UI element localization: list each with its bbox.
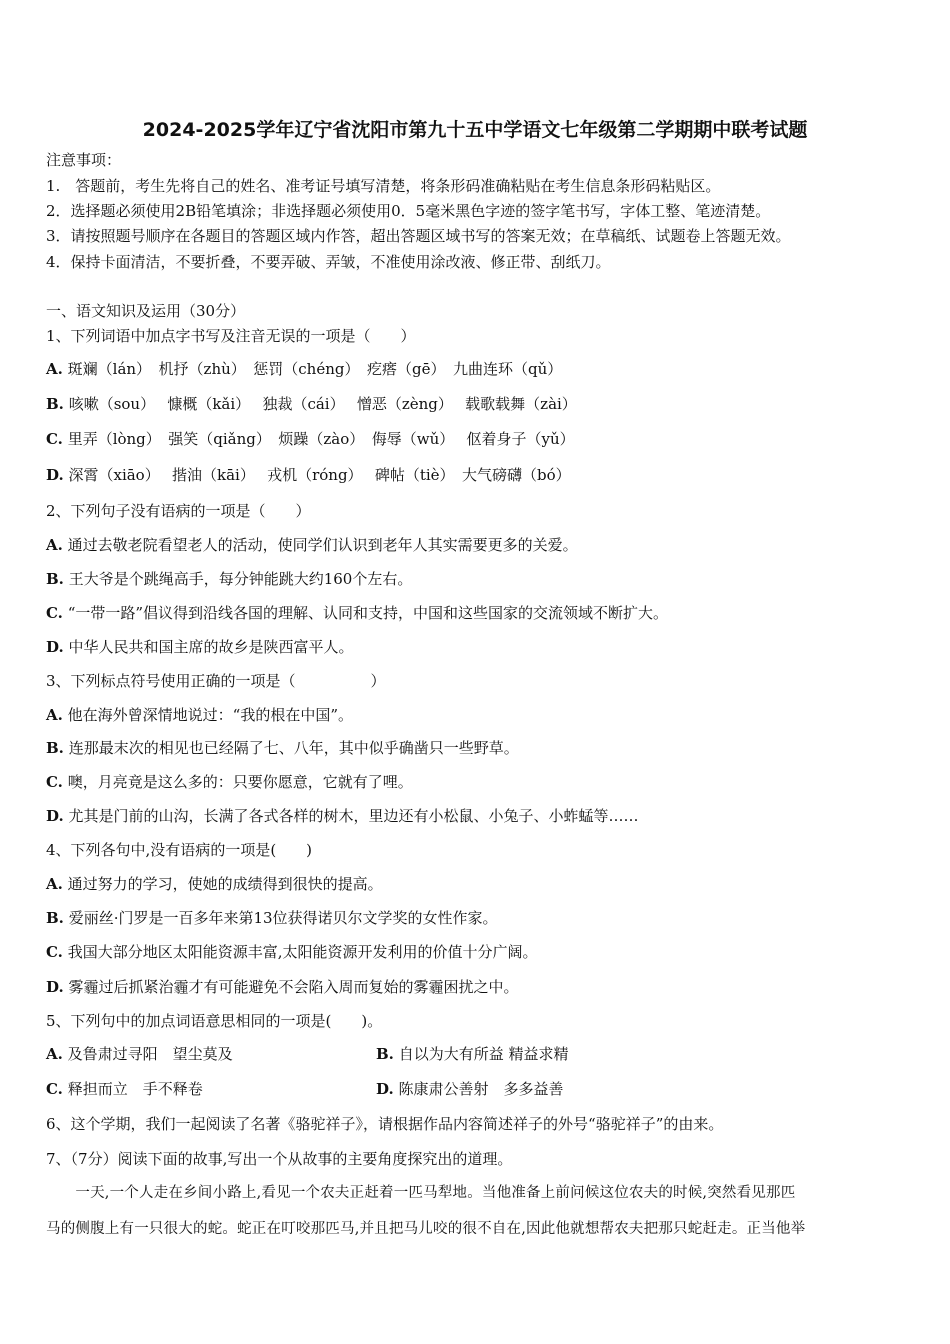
section-heading: 一、语文知识及运用（30分） [46, 302, 246, 320]
option-text: 里弄（lòng） 强笑（qiǎng） 烦躁（zào） 侮辱（wǔ） 伛着身子（yǔ） [67, 430, 575, 448]
option-text: 陈康肃公善射 多多益善 [398, 1080, 564, 1098]
option [46, 705, 353, 725]
question-stem: 5、下列句中的加点词语意思相同的一项是( )。 [46, 1012, 383, 1030]
option-text: 他在海外曾深情地说过：“我的根在中国”。 [67, 706, 353, 724]
option-label: C. [46, 430, 63, 448]
option-label: D. [46, 978, 64, 996]
option-text: 王大爷是个跳绳高手，每分钟能跳大约160个左右。 [68, 570, 413, 588]
option-text: 深霄（xiāo） 揩油（kāi） 戎机（róng） 碑帖（tiè） 大气磅礴（bó） [68, 466, 571, 484]
option-label: B. [46, 909, 64, 927]
option [46, 465, 571, 485]
option-label: B. [46, 570, 64, 588]
question-stem: 7、（7分）阅读下面的故事,写出一个从故事的主要角度探究出的道理。 [46, 1150, 513, 1168]
option-text: 斑斓（lán） 机抒（zhù） 惩罚（chéng） 疙瘩（gē） 九曲连环（qǔ） [67, 360, 563, 378]
option-label: A. [46, 1045, 63, 1063]
option-label: C. [46, 773, 63, 791]
option [46, 1044, 233, 1064]
option-text: 通过去敬老院看望老人的活动，使同学们认识到老年人其实需要更多的关爱。 [67, 536, 578, 554]
option [46, 977, 519, 997]
option-label: B. [46, 395, 64, 413]
option [46, 806, 639, 826]
question-stem: 2、下列句子没有语病的一项是（ ） [46, 502, 311, 520]
option [376, 1079, 564, 1099]
option [46, 603, 668, 623]
option-text: 我国大部分地区太阳能资源丰富,太阳能资源开发利用的价值十分广阔。 [67, 943, 538, 961]
option-text: “一带一路”倡议得到沿线各国的理解、认同和支持，中国和这些国家的交流领域不断扩大。 [67, 604, 669, 622]
option-label: D. [46, 807, 64, 825]
option-text: 噢，月亮竟是这么多的：只要你愿意，它就有了哩。 [67, 773, 413, 791]
option-text: 释担而立 手不释卷 [67, 1080, 203, 1098]
option-text: 尤其是门前的山沟，长满了各式各样的树木，里边还有小松鼠、小兔子、小蚱蜢等…… [68, 807, 639, 825]
note-item: 2．选择题必须使用2B铅笔填涂；非选择题必须使用0．5毫米黑色字迹的签字笔书写，字体工整、笔迹清楚。 [46, 202, 771, 220]
story-paragraph-line: 马的侧腹上有一只很大的蛇。蛇正在叮咬那匹马,并且把马儿咬的很不自在,因此他就想帮农夫把那只蛇赶走。正当他举 [46, 1221, 806, 1237]
option [46, 738, 519, 758]
page-title: 2024-2025学年辽宁省沈阳市第九十五中学语文七年级第二学期期中联考试题 [142, 119, 808, 141]
option [46, 569, 412, 589]
option [376, 1044, 568, 1064]
option [46, 637, 354, 657]
option [46, 942, 537, 962]
option-text: 中华人民共和国主席的故乡是陕西富平人。 [68, 638, 354, 656]
option-label: A. [46, 875, 63, 893]
option-text: 及鲁肃过寻阳 望尘莫及 [67, 1045, 233, 1063]
option-text: 连那最末次的相见也已经隔了七、八年，其中似乎确凿只一些野草。 [68, 739, 519, 757]
option-label: B. [46, 739, 64, 757]
option [46, 394, 577, 414]
option [46, 1079, 203, 1099]
option-label: C. [46, 943, 63, 961]
option-label: D. [376, 1080, 394, 1098]
question-stem: 4、下列各句中,没有语病的一项是( ) [46, 841, 313, 859]
option-text: 雾霾过后抓紧治霾才有可能避免不会陷入周而复始的雾霾困扰之中。 [68, 978, 519, 996]
option-label: B. [376, 1045, 394, 1063]
option-label: A. [46, 536, 63, 554]
option-text: 咳嗽（sou） 慷概（kǎi） 独裁（cái） 憎恶（zèng） 载歌载舞（zài） [68, 395, 577, 413]
option-label: D. [46, 638, 64, 656]
option-label: A. [46, 706, 63, 724]
option [46, 772, 413, 792]
option-label: C. [46, 1080, 63, 1098]
option-label: C. [46, 604, 63, 622]
option-text: 自以为大有所益 精益求精 [398, 1045, 569, 1063]
option [46, 874, 383, 894]
question-stem: 3、下列标点符号使用正确的一项是（ ） [46, 672, 386, 690]
option [46, 908, 498, 928]
story-paragraph-line: 一天,一个人走在乡间小路上,看见一个农夫正赶着一匹马犁地。当他准备上前问候这位农夫的时候,突然看见那匹 [46, 1185, 796, 1201]
note-item: 1. 答题前，考生先将自己的姓名、准考证号填写清楚，将条形码准确粘贴在考生信息条形码粘贴区。 [46, 177, 721, 195]
option-text: 爱丽丝·门罗是一百多年来第13位获得诺贝尔文学奖的女性作家。 [68, 909, 498, 927]
option [46, 359, 562, 379]
note-item: 4．保持卡面清洁，不要折叠，不要弄破、弄皱，不准使用涂改液、修正带、刮纸刀。 [46, 253, 611, 271]
option [46, 535, 578, 555]
option [46, 429, 575, 449]
note-item: 3．请按照题号顺序在各题目的答题区域内作答，超出答题区域书写的答案无效；在草稿纸、试题卷上答题无效。 [46, 227, 791, 245]
notes-heading: 注意事项： [46, 151, 122, 169]
option-label: D. [46, 466, 64, 484]
option-text: 通过努力的学习，使她的成绩得到很快的提高。 [67, 875, 383, 893]
question-stem: 6、这个学期，我们一起阅读了名著《骆驼祥子》，请根据作品内容简述祥子的外号“骆驼祥子”的由来。 [46, 1115, 724, 1133]
option-label: A. [46, 360, 63, 378]
question-stem: 1、下列词语中加点字书写及注音无误的一项是（ ） [46, 327, 416, 345]
